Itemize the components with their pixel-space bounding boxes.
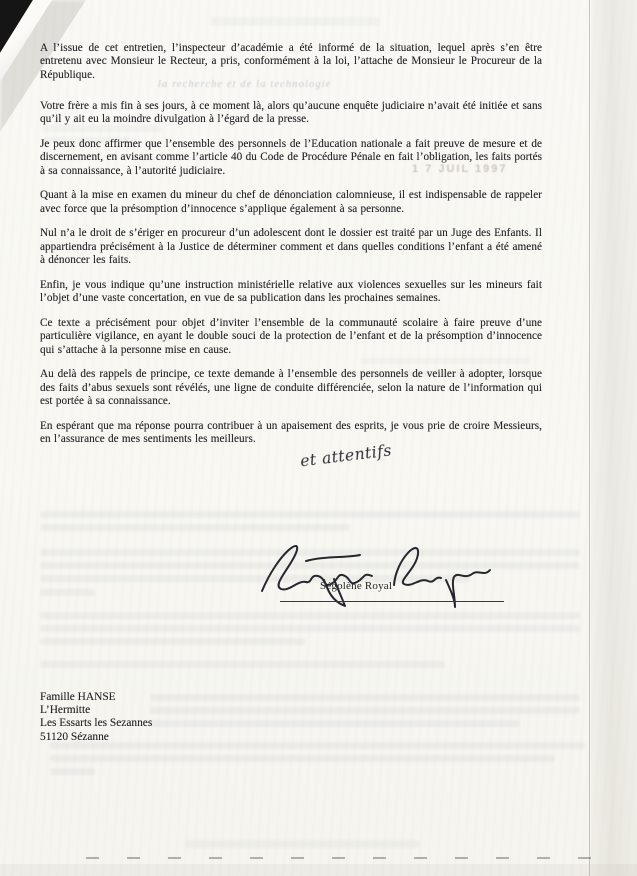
letter-paragraph: Votre frère a mis fin à ses jours, à ce moment là, alors qu’aucune enquête judiciaire n’avait été initiée et sans qu’il y ait eu la moindre divulgation à l’égard de la presse. <box>40 99 542 126</box>
recipient-line: Les Essarts les Sezannes <box>40 717 153 730</box>
letter-paragraph: Je peux donc affirmer que l’ensemble des personnels de l’Education nationale a fait preuve de mesure et de discernement, en avisant comme l’article 40 du Code de Procédure Pénale en fait l’obligation, les faits portés à sa connaissance, à l’autorité judiciaire. <box>40 137 542 177</box>
bleedthrough-line <box>40 612 580 619</box>
letter-paragraph: En espérant que ma réponse pourra contribuer à un apaisement des esprits, je vous prie de croire Messieurs, en l’assurance de mes sentiments les meilleurs. <box>40 419 542 446</box>
letter-body <box>40 42 542 458</box>
bleedthrough-line <box>40 638 305 645</box>
bleedthrough-line <box>210 17 380 26</box>
handwritten-addition: et attentifs <box>299 441 393 471</box>
scan-bottom-dashed-line <box>86 857 591 859</box>
typed-signatory-name: Ségolène Royal <box>320 580 393 592</box>
letter-paragraph: Quant à la mise en examen du mineur du chef de dénonciation calomnieuse, il est indispensable de rappeler avec force que la présomption d’innocence s’applique également à sa personne. <box>40 189 542 215</box>
date-stamp: 1 7 JUIL 1997 <box>412 163 508 175</box>
recipient-line: L’Hermitte <box>40 704 91 717</box>
letterhead-bleedthrough-text: la recherche et de la technologie <box>158 79 332 90</box>
bleedthrough-line <box>40 625 580 632</box>
letter-paragraph: Ce texte a précisément pour objet d’inviter l’ensemble de la communauté scolaire à faire preuve d’une particulière vigilance, en ayant le double souci de la protection de l’enfant et de la présomption d’innocence qui s’attache à la personne mise en cause. <box>40 316 542 356</box>
recipient-line: 51120 Sézanne <box>40 730 109 743</box>
bleedthrough-line <box>40 511 580 518</box>
bleedthrough-line <box>40 589 95 596</box>
bleedthrough-line <box>50 768 95 775</box>
letter-paragraph: Enfin, je vous indique qu’une instruction ministérielle relative aux violences sexuelles sur les mineurs fait l’objet d’une vaste concertation, en vue de sa publication dans les prochaines semaines. <box>40 278 542 305</box>
bleedthrough-line <box>185 840 420 848</box>
recipient-line: Famille HANSE <box>40 691 116 703</box>
letter-paragraph: Au delà des rappels de principe, ce texte demande à l’ensemble des personnels de veiller à adopter, lorsque des faits d’abus sexuels sont révélés, une ligne de conduite différenciée, selon la nature de l’information qui est portée à sa connaissance. <box>40 368 542 407</box>
bleedthrough-line <box>150 720 520 727</box>
scan-right-strip <box>591 0 637 876</box>
bleedthrough-line <box>150 707 580 714</box>
bleedthrough-line <box>40 661 445 668</box>
scan-bottom-strip <box>0 864 637 876</box>
bleedthrough-line <box>50 755 555 762</box>
bleedthrough-line <box>150 694 580 701</box>
recipient-address <box>40 691 152 744</box>
letter-paragraph: A l’issue de cet entretien, l’inspecteur d’académie a été informé de la situation, lequel après s’en être entretenu avec Monsieur le Recteur, a pris, conformément à la loi, l’attache de Monsieur le Procureur de la République. <box>40 42 542 81</box>
scan-page-edge-line <box>589 0 590 876</box>
bleedthrough-line <box>40 524 350 531</box>
signature-rule <box>280 601 504 602</box>
letter-paragraph: Nul n’a le droit de s’ériger en procureur d’un adolescent dont le dossier est traité par un Juge des Enfants. Il appartiendra précisément à la Justice de déterminer comment et dans quelles conditions l’enfant a été amené à dénoncer les faits. <box>40 227 542 267</box>
